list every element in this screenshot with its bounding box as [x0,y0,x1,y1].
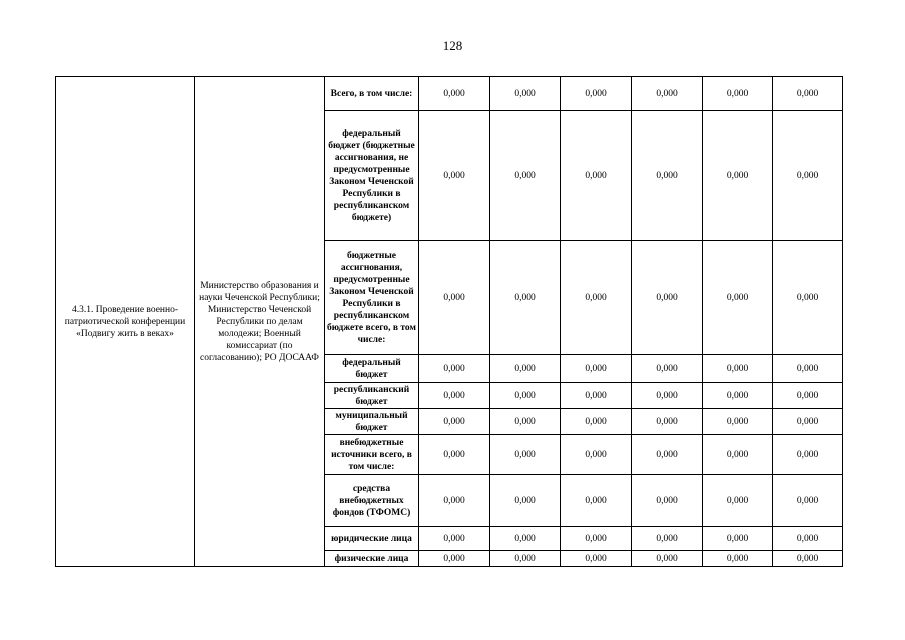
value-cell: 0,000 [703,527,773,551]
funding-source-cell: федеральный бюджет [325,355,419,383]
funding-source-cell: средства внебюджетных фондов (ТФОМС) [325,475,419,527]
value-cell: 0,000 [773,551,843,567]
value-cell: 0,000 [773,111,843,241]
value-cell: 0,000 [632,527,703,551]
value-cell: 0,000 [561,77,632,111]
value-cell: 0,000 [632,551,703,567]
value-cell: 0,000 [490,111,561,241]
value-cell: 0,000 [561,355,632,383]
value-cell: 0,000 [561,409,632,435]
value-cell: 0,000 [490,241,561,355]
funding-source-cell: федеральный бюджет (бюджетные ассигнования, не предусмотренные Законом Чеченской Республики в республиканском бюджете) [325,111,419,241]
value-cell: 0,000 [773,383,843,409]
value-cell: 0,000 [703,475,773,527]
value-cell: 0,000 [703,77,773,111]
value-cell: 0,000 [773,527,843,551]
value-cell: 0,000 [561,527,632,551]
value-cell: 0,000 [561,383,632,409]
value-cell: 0,000 [419,551,490,567]
table-body [56,77,843,567]
value-cell: 0,000 [561,475,632,527]
value-cell: 0,000 [419,383,490,409]
value-cell: 0,000 [561,241,632,355]
value-cell: 0,000 [632,435,703,475]
value-cell: 0,000 [561,435,632,475]
value-cell: 0,000 [419,355,490,383]
value-cell: 0,000 [561,111,632,241]
value-cell: 0,000 [773,355,843,383]
executor-cell: Министерство образования и науки Чеченской Республики; Министерство Чеченской Республики по делам молодежи; Военный комиссариат (по согласованию); РО ДОСААФ [195,77,325,567]
value-cell: 0,000 [773,77,843,111]
table-row [56,77,843,111]
value-cell: 0,000 [632,475,703,527]
funding-source-cell: Всего, в том числе: [325,77,419,111]
value-cell: 0,000 [419,475,490,527]
value-cell: 0,000 [490,475,561,527]
value-cell: 0,000 [490,355,561,383]
value-cell: 0,000 [419,77,490,111]
value-cell: 0,000 [490,77,561,111]
value-cell: 0,000 [419,435,490,475]
value-cell: 0,000 [632,111,703,241]
value-cell: 0,000 [632,355,703,383]
funding-source-cell: республиканский бюджет [325,383,419,409]
value-cell: 0,000 [703,435,773,475]
value-cell: 0,000 [773,241,843,355]
funding-source-cell: внебюджетные источники всего, в том числе: [325,435,419,475]
budget-table [55,76,843,567]
funding-source-cell: муниципальный бюджет [325,409,419,435]
measure-name: 4.3.1. Проведение военно-патриотической конференции «Подвигу жить в веках» [56,77,195,567]
value-cell: 0,000 [632,77,703,111]
funding-source-cell: бюджетные ассигнования, предусмотренные Законом Чеченской Республики в республиканском бюджете всего, в том числе: [325,241,419,355]
value-cell: 0,000 [490,527,561,551]
funding-source-cell: юридические лица [325,527,419,551]
value-cell: 0,000 [490,551,561,567]
value-cell: 0,000 [632,241,703,355]
value-cell: 0,000 [773,475,843,527]
value-cell: 0,000 [773,409,843,435]
value-cell: 0,000 [703,111,773,241]
value-cell: 0,000 [773,435,843,475]
value-cell: 0,000 [490,409,561,435]
value-cell: 0,000 [490,383,561,409]
value-cell: 0,000 [703,241,773,355]
value-cell: 0,000 [561,551,632,567]
value-cell: 0,000 [419,409,490,435]
value-cell: 0,000 [703,409,773,435]
value-cell: 0,000 [703,551,773,567]
value-cell: 0,000 [703,355,773,383]
value-cell: 0,000 [632,383,703,409]
funding-source-cell: физические лица [325,551,419,567]
value-cell: 0,000 [419,241,490,355]
value-cell: 0,000 [419,111,490,241]
value-cell: 0,000 [490,435,561,475]
value-cell: 0,000 [632,409,703,435]
value-cell: 0,000 [419,527,490,551]
page-number: 128 [442,38,463,53]
value-cell: 0,000 [703,383,773,409]
